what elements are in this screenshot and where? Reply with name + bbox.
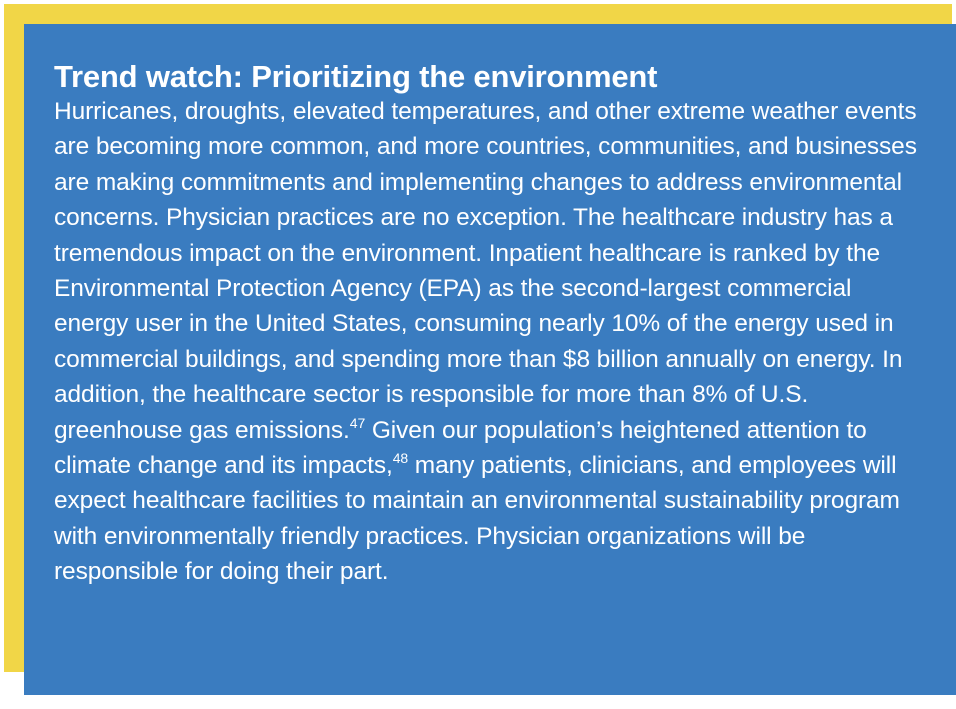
body-text-part-2: Given our population’s heightened attention to climate change and its impacts,	[54, 416, 867, 480]
footnote-ref-48: 48	[392, 450, 409, 467]
footnote-ref-47: 47	[349, 414, 366, 431]
body-text-part-1: Hurricanes, droughts, elevated temperatures, and other extreme weather events are becoming more common, and more countries, communities, and businesses are making commitments and implementing changes to address environmental concerns. Physician practices are no exception. The healthcare industry has a tremendous impact on the environment. Inpatient healthcare is ranked by the Environmental Protection Agency (EPA) as the second-largest commercial energy user in the United States, consuming nearly 10% of the energy used in commercial buildings, and spending more than $8 billion annually on energy. In addition, the healthcare sector is responsible for more than 8% of U.S. greenhouse gas emissions.	[54, 98, 917, 444]
callout-body	[54, 94, 926, 590]
callout-title: Trend watch: Prioritizing the environment	[54, 59, 658, 94]
body-text-part-3: many patients, clinicians, and employees will expect healthcare facilities to maintain an environmental sustainability program with environmentally friendly practices. Physician organizations will be responsible for doing their part.	[54, 452, 900, 586]
trend-watch-callout	[24, 24, 956, 695]
